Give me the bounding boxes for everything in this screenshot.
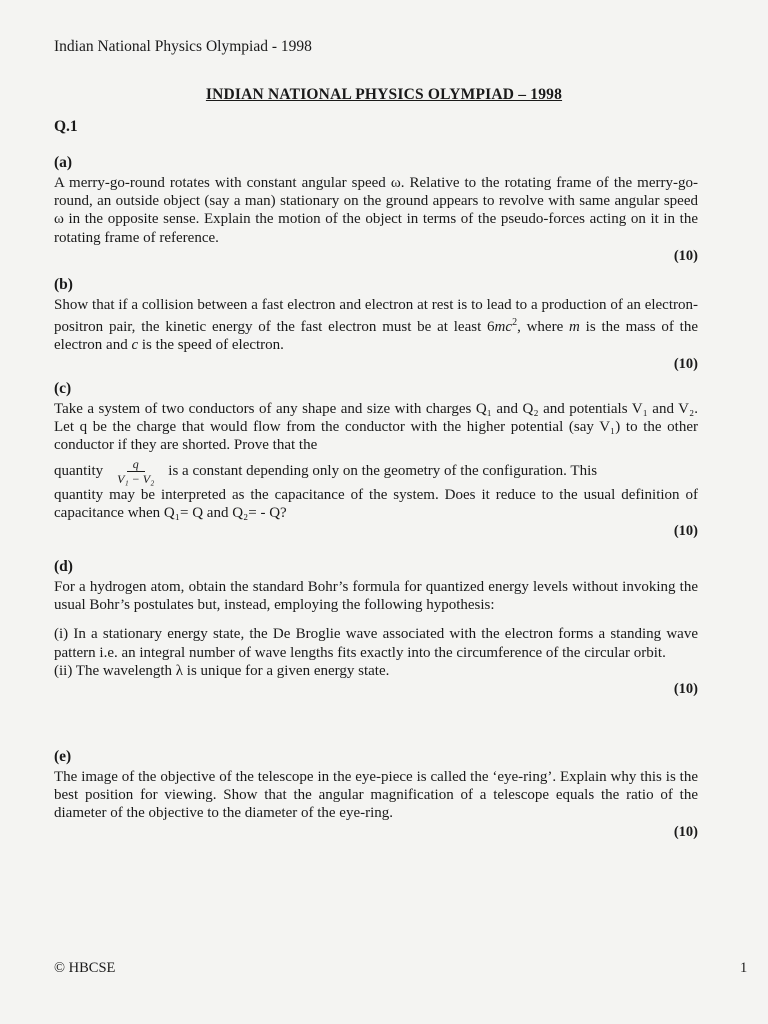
part-b-text-2: , where	[517, 319, 570, 336]
part-e-text: The image of the objective of the telescope in the eye-piece is called the ‘eye-ring’. Explain why this is the best position for viewing. Show that the angular magnification of a telescope equals the ratio of the diameter of the objective to the diameter of the eye-ring.	[54, 769, 698, 822]
part-d-item-1: (i) In a stationary energy state, the De Broglie wave associated with the electron forms a standing wave pattern i.e. an integral number of wave lengths fits exactly into the circumference of the circular orbit.	[54, 626, 698, 661]
part-c-text-3: quantity may be interpreted as the capacitance of the system. Does it reduce to the usual definition of capacitance when Q₁= Q and Q₂= - Q?	[54, 486, 698, 521]
part-c-text-1: Take a system of two conductors of any shape and size with charges Q₁ and Q₂ and potentials V₁ and V₂. Let q be the charge that would flow from the conductor with the higher potential (say V₁) to the other conductor if they are shorted. Prove that the	[54, 401, 698, 454]
part-d	[54, 558, 698, 698]
part-e-label: (e)	[54, 748, 72, 765]
part-a	[54, 154, 698, 265]
fraction-q-over-v	[113, 457, 158, 486]
part-d-text: For a hydrogen atom, obtain the standard Bohr’s formula for quantized energy levels without invoking the usual Bohr’s postulates but, instead, employing the following hypothesis:	[54, 579, 698, 614]
part-d-marks: (10)	[673, 681, 698, 698]
part-c-text-2: is a constant depending only on the geometry of the configuration. This	[168, 463, 598, 480]
part-b-marks: (10)	[673, 355, 698, 372]
part-c-label: (c)	[54, 380, 72, 397]
part-c	[54, 380, 698, 540]
footer-copyright: © HBCSE	[54, 960, 116, 976]
running-header: Indian National Physics Olympiad - 1998	[54, 38, 312, 55]
part-b-text-1: Show that if a collision between a fast electron and electron at rest is to lead to a production of an electron-positron pair, the kinetic energy of the fast electron must be at least 6	[54, 297, 698, 336]
formula-c: c	[505, 319, 513, 336]
var-c: c	[131, 337, 139, 354]
part-a-text: A merry-go-round rotates with constant angular speed ω. Relative to the rotating frame of the merry-go-round, an outside object (say a man) stationary on the ground appears to revolve with same angular speed ω in the opposite sense. Explain the motion of the object in terms of the pseudo-forces acting on it in the rotating frame of reference.	[54, 175, 698, 246]
part-e	[54, 748, 698, 841]
document-title: INDIAN NATIONAL PHYSICS OLYMPIAD – 1998	[205, 86, 563, 103]
part-a-label: (a)	[54, 154, 73, 171]
part-b	[54, 276, 698, 373]
part-c-fraction-line	[54, 457, 698, 486]
var-m: m	[569, 319, 580, 336]
formula-m: m	[494, 319, 506, 336]
part-b-text	[54, 296, 698, 355]
part-b-label: (b)	[54, 276, 73, 293]
fraction-numerator: q	[127, 457, 145, 472]
fraction-denominator: V₁ − V₂	[117, 471, 155, 486]
question-number: Q.1	[54, 118, 78, 135]
part-c-marks: (10)	[673, 523, 698, 540]
footer-page-number: 1	[740, 960, 748, 976]
part-b-text-4: is the speed of electron.	[138, 337, 284, 354]
part-e-marks: (10)	[673, 823, 698, 840]
part-d-item-2: (ii) The wavelength λ is unique for a given energy state.	[54, 662, 390, 679]
quantity-word: quantity	[54, 463, 104, 480]
formula-exponent: 2	[512, 317, 518, 329]
part-d-label: (d)	[54, 558, 73, 575]
part-b-text-3: is the mass of the electron and	[54, 319, 698, 354]
part-a-marks: (10)	[673, 247, 698, 264]
